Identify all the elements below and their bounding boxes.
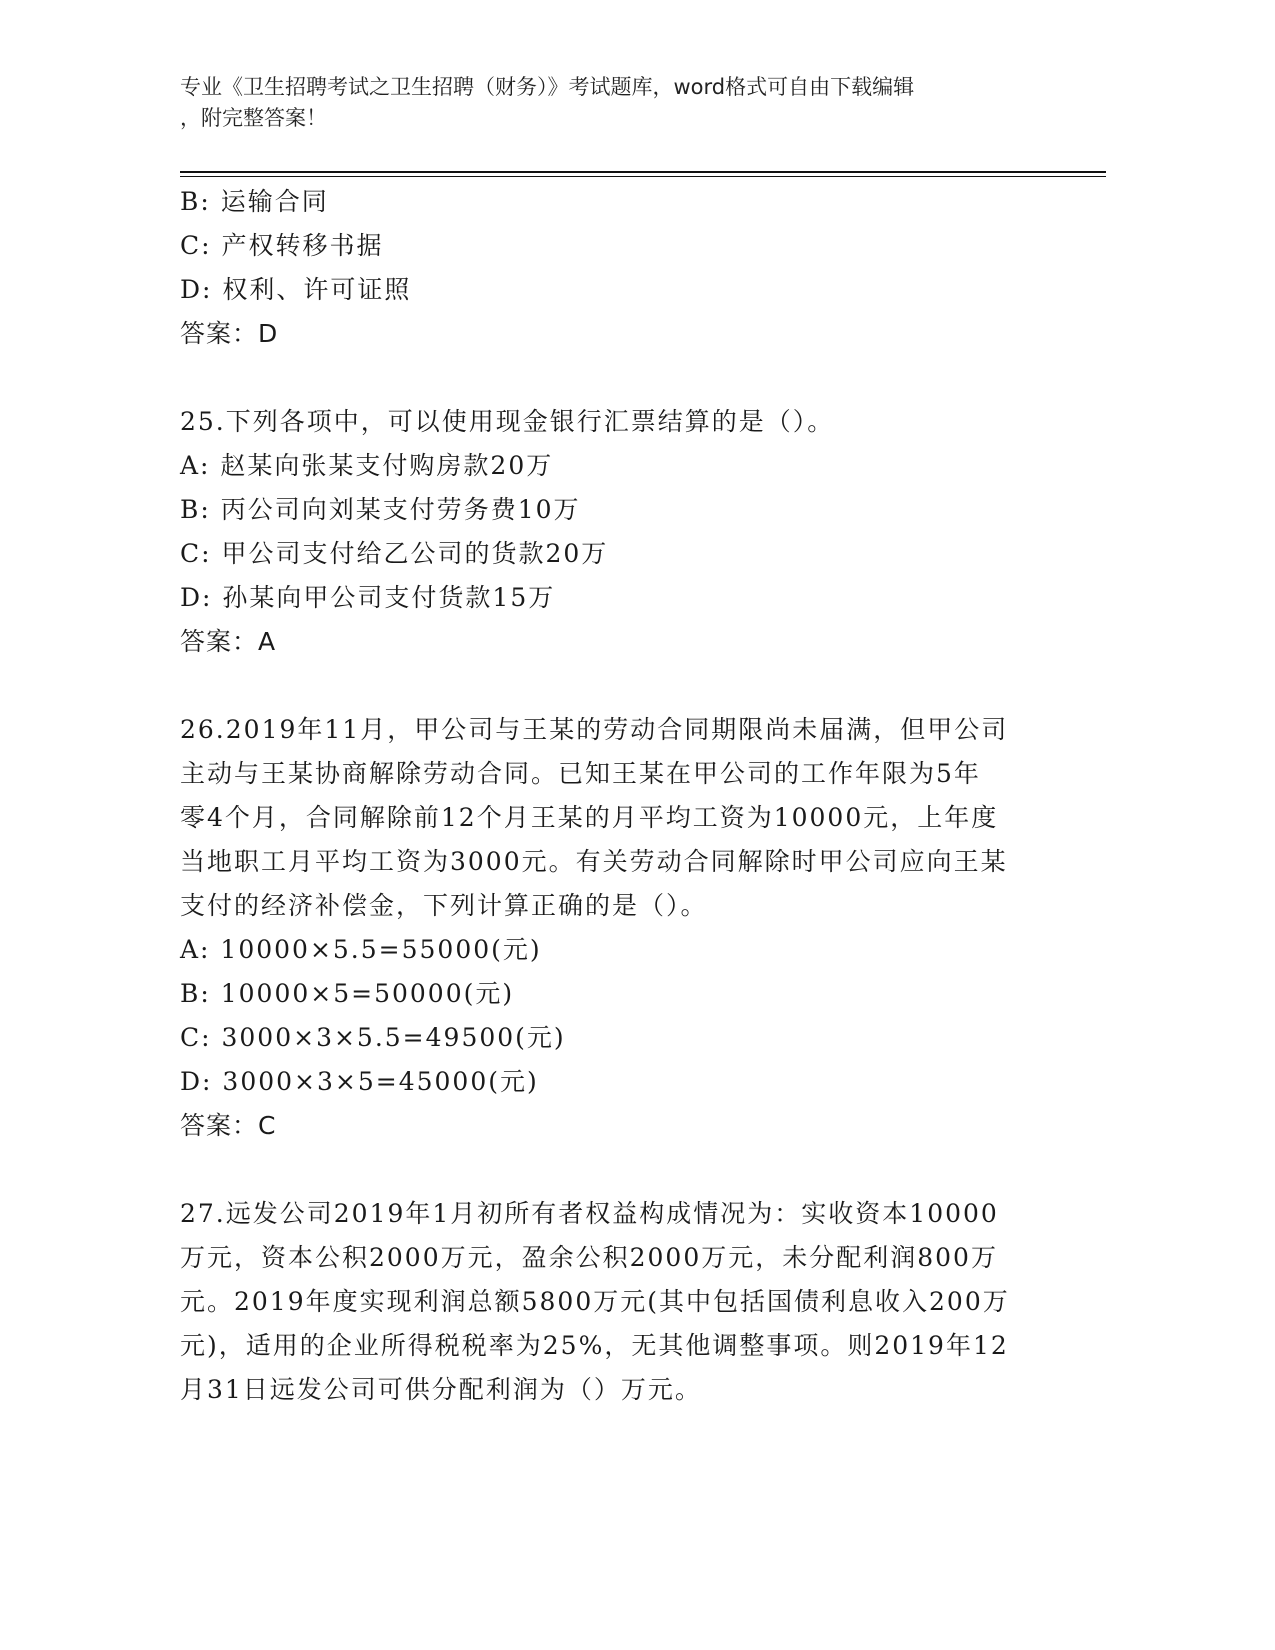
- q26-stem-line: 26.2019年11月，甲公司与王某的劳动合同期限尚未届满，但甲公司: [180, 715, 1009, 744]
- q27-stem-line: 27.远发公司2019年1月初所有者权益构成情况为：实收资本10000: [180, 1199, 999, 1228]
- q24-option-c: C: 产权转移书据: [180, 231, 384, 260]
- spacer: [180, 664, 1040, 708]
- q25-option-a: A: 赵某向张某支付购房款20万: [180, 451, 554, 480]
- header-line-1: 专业《卫生招聘考试之卫生招聘（财务）》考试题库，word格式可自由下载编辑: [180, 75, 915, 99]
- q26-answer: 答案：C: [180, 1111, 277, 1140]
- q26-stem-line: 支付的经济补偿金，下列计算正确的是（）。: [180, 891, 708, 920]
- header-line-2: ，附完整答案！: [180, 106, 327, 130]
- q26-option-b: B: 10000×5=50000(元): [180, 979, 515, 1008]
- q27-stem-line: 月31日远发公司可供分配利润为（）万元。: [180, 1375, 702, 1404]
- question-content: [180, 180, 1040, 1412]
- header-rule-thick: [180, 171, 1106, 173]
- spacer: [180, 1148, 1040, 1192]
- q24-answer: 答案：D: [180, 319, 279, 348]
- header-rule-thin: [180, 176, 1106, 177]
- q25-answer: 答案：A: [180, 627, 277, 656]
- q26-option-c: C: 3000×3×5.5=49500(元): [180, 1023, 566, 1052]
- q26-option-a: A: 10000×5.5=55000(元): [180, 935, 542, 964]
- page-header: [180, 72, 1040, 134]
- question-24: [180, 180, 1040, 356]
- q25-option-b: B: 丙公司向刘某支付劳务费10万: [180, 495, 581, 524]
- q27-stem-line: 元。2019年度实现利润总额5800万元(其中包括国债利息收入200万: [180, 1287, 1010, 1316]
- q25-stem: 25.下列各项中，可以使用现金银行汇票结算的是（）。: [180, 407, 835, 436]
- q26-option-d: D: 3000×3×5=45000(元): [180, 1067, 539, 1096]
- q24-option-b: B: 运输合同: [180, 187, 329, 216]
- q26-stem-line: 零4个月，合同解除前12个月王某的月平均工资为10000元，上年度: [180, 803, 999, 832]
- spacer: [180, 356, 1040, 400]
- q25-option-c: C: 甲公司支付给乙公司的货款20万: [180, 539, 609, 568]
- q27-stem-line: 元)，适用的企业所得税税率为25%，无其他调整事项。则2019年12: [180, 1331, 1009, 1360]
- q25-option-d: D: 孙某向甲公司支付货款15万: [180, 583, 556, 612]
- question-26: [180, 708, 1040, 1148]
- q27-stem-line: 万元，资本公积2000万元，盈余公积2000万元，未分配利润800万: [180, 1243, 998, 1272]
- q24-option-d: D: 权利、许可证照: [180, 275, 412, 304]
- q26-stem-line: 当地职工月平均工资为3000元。有关劳动合同解除时甲公司应向王某: [180, 847, 1008, 876]
- question-25: [180, 400, 1040, 664]
- q26-stem-line: 主动与王某协商解除劳动合同。已知王某在甲公司的工作年限为5年: [180, 759, 981, 788]
- question-27: [180, 1192, 1040, 1412]
